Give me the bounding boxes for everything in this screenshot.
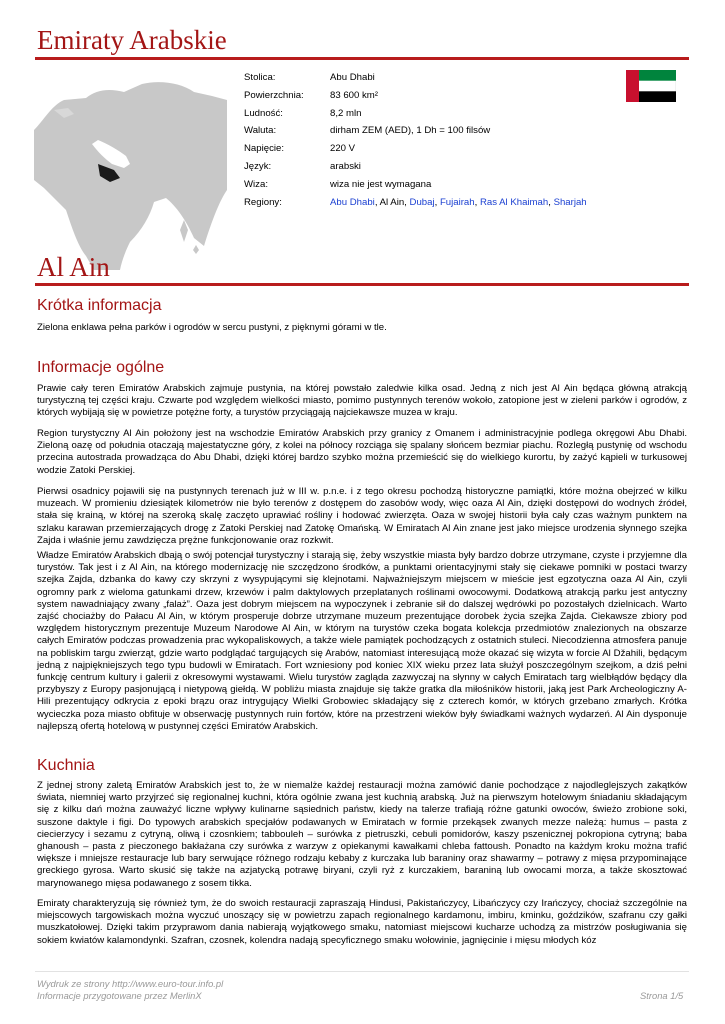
info-label: Wiza: — [244, 178, 268, 190]
region-map — [34, 70, 227, 270]
footer-page-number: Strona 1/5 — [640, 990, 684, 1001]
region-link-sharjah[interactable]: Sharjah — [553, 196, 587, 208]
general-info-heading: Informacje ogólne — [37, 359, 165, 376]
region-link-fujairah[interactable]: Fujairah — [439, 196, 475, 208]
uae-flag-icon — [626, 70, 676, 102]
general-paragraph: Pierwsi osadnicy pojawili się na pustynnych terenach już w III w. p.n.e. i z tego okresu pochodzą historyczne pamiątki, które można obejrzeć w kilku muzeach. W promieniu dziesiątek kilometrów nie było terenów z dostępem do zasobów wody, więc oaza Al Ain, dzięki dostępowi do wodnych źródeł, stała się krainą, w której na szeroką skalę zaczęto uprawiać rośliny i hodować zwierzęta. Oaza w swojej historii była cały czas ważnym punktem na szlaku karawan przemierzających drogę z Zatoki Perskiej nad Zatokę Omańską. W Emiratach Al Ain znane jest jako miejsce urodzenia słynnego szejka Zajda i właśnie jemu zawdzięcza prężne funkcjonowanie oraz rozkwit. — [37, 486, 687, 546]
info-value: 83 600 km² — [330, 89, 378, 101]
general-paragraph: Prawie cały teren Emiratów Arabskich zajmuje pustynia, na której powstało zaledwie kilka osad. Jedną z nich jest Al Ain będąca główną atrakcją turystyczną tej części kraju. Czwarte pod względem wielkości miasto, pomimo pustynnych terenów wokoło, zatopione jest w zieleni parków i ogrodów, z których wybijają się w powietrze potężne forty, a turystów przyciągają najciekawsze muzea w kraju. — [37, 383, 687, 419]
info-row — [244, 161, 587, 179]
general-paragraph: Władze Emiratów Arabskich dbają o swój potencjał turystyczny i starają się, żeby wszystkie miasta były bardzo dobrze utrzymane, czyste i przyjemne dla turystów. Tak jest i z Al Ain, na którego modernizację nie szczędzono środków, a punktami orientacyjnymi stały się ciekawe pomniki w postaci twarzy szejka Zajda, dzbanka do kawy czy skrzyni z wysypującymi się klejnotami. Najważniejszym miejscem w mieście jest egzotyczna oaza Al Ain, czyli ogromny park z wieloma gatunkami drzew, krzewów i palm daktylowych przeplatanych roślinami owocowymi. Dodatkową atrakcją parku jest antyczny system nawadniający zwany „falaż”. Oaza jest dobrym miejscem na wypoczynek i zebranie sił do dalszej wędrówki po pozostałych dzielnicach. Warto zajść chociażby do Pałacu Al Ain, w którym prosperuje dobrze utrzymane muzeum prezentujące dorobek życia szejka Zajda. Ciekawsze zbiory pod względem historycznym prezentuje Muzeum Narodowe Al Ain, w którym na turystów czeka bogata kolekcja przedmiotów znalezionych na obszarze całych Emiratów podczas prowadzenia prac wykopaliskowych, a także wiele pamiątek pochodzących z ostatnich stuleci. Niecodzienna atmosfera panuje na pobliskim targu zwierząt, gdzie warto podglądać targujących się Arabów, natomiast interesującą może okazać się wizyta w forcie Al Džahili, będącym jedną z najpiękniejszych tego typu budowli w Emiratach. Fort wzniesiony pod koniec XIX wieku przez lata służył poszczególnym szejkom, a dziś pełni funkcję centrum kultury i galerii z okresowymi wystawami. Wielu turystów zagląda zazwyczaj na słynny w całych Emiratach targ wielbłądów będący dla przybyszy z Europy pasjonującą i nietypową giełdą. W pobliżu miasta znajduje się także gratka dla miłośników historii, jaką jest Park Archeologiczny A-Hili prezentujący odkrycia z epoki brązu oraz intrygujący Wielki Grobowiec składający się z czterech komór, w których grzebano zmarłych. Krótka wycieczka poza miasto obfituje w obserwację pustynnych ruin fortów, które na przestrzeni wieków były świadkami ważnych wydarzeń. Al Ain dysponuje najlepszą ofertą hotelową w pustynnej części Emiratów Arabskich. — [37, 550, 687, 732]
city-title-rule — [35, 283, 689, 286]
region-name-al-ain: Al Ain — [379, 196, 405, 208]
footer-rule — [35, 971, 689, 972]
info-value: wiza nie jest wymagana — [330, 178, 432, 190]
info-value: 8,2 mln — [330, 107, 362, 119]
general-paragraph: Region turystyczny Al Ain położony jest na wschodzie Emiratów Arabskich przy granicy z Omanem i administracyjnie podlega okręgowi Abu Dhabi. Zieloną oazę od południa otaczają majestatyczne góry, z kolei na północy rozciąga się spalany słońcem bezmiar piachu. Rozległą pustynię od wschodu przecina autostrada prowadząca do Abu Dhabi, dzięki której bardzo szybko można przemieścić się do wielkiego kurortu, by zażyć kąpieli w turkusowej wodzie Zatoki Perskiej. — [37, 428, 687, 476]
info-row-regions — [244, 197, 587, 215]
short-info-heading: Krótka informacja — [37, 297, 162, 314]
short-info-text: Zielona enklawa pełna parków i ogrodów w sercu pustyni, z pięknymi górami w tle. — [37, 322, 387, 333]
info-row — [244, 143, 587, 161]
city-title: Al Ain — [37, 252, 110, 282]
info-value: arabski — [330, 160, 361, 172]
footer-credit: Informacje przygotowane przez MerlinX — [37, 990, 202, 1001]
footer-source: Wydruk ze strony http://www.euro-tour.info.pl — [37, 978, 224, 989]
info-row — [244, 179, 587, 197]
info-label: Język: — [244, 160, 272, 172]
info-row — [244, 125, 587, 143]
region-link-abu-dhabi[interactable]: Abu Dhabi — [330, 196, 375, 208]
info-value: dirham ZEM (AED), 1 Dh = 100 filsów — [330, 125, 491, 137]
cuisine-paragraph: Emiraty charakteryzują się również tym, że do swoich restauracji zapraszają Hindusi, Pakistańczycy, Libańczycy czy Irańczycy, chociaż szczególnie na miejscowych targowiskach można wyczuć unoszący się w powietrzu zapach regionalnego kardamonu, imbiru, kminku, goździków, szafranu czy gałki muszkatołowej. Dzięki takim przyprawom dania nabierają wyjątkowego smaku, natomiast miejscowi kucharze uchodzą za mistrzów posługiwania się sokiem kwiatów kalamondynki. Szafran, czosnek, kolendra nadają specyficznego smaku wołowinie, jagnięcinie i mięsu młodych kóz — [37, 898, 687, 946]
map-island-small — [193, 245, 199, 254]
info-table — [244, 72, 587, 214]
title-rule — [35, 57, 689, 60]
info-value: Abu Dhabi — [330, 72, 375, 83]
info-label: Stolica: — [244, 72, 276, 83]
info-row — [244, 108, 587, 126]
regions-list: Abu Dhabi, Al Ain, Dubaj, Fujairah, Ras Al Khaimah, Sharjah — [330, 196, 587, 208]
info-value: 220 V — [330, 143, 356, 155]
info-label: Ludność: — [244, 107, 283, 119]
info-label: Waluta: — [244, 125, 277, 137]
info-label: Regiony: — [244, 196, 282, 208]
info-label: Powierzchnia: — [244, 89, 304, 101]
country-title: Emiraty Arabskie — [37, 25, 227, 55]
cuisine-paragraph: Z jednej strony zaletą Emiratów Arabskich jest to, że w niemalże każdej restauracji można zamówić danie pochodzące z najodleglejszych zakątków świata, niemniej warto przyjrzeć się regionalnej kuchni, która ogólnie zwana jest kuchnią arabską. Już na pierwszym hotelowym śniadaniu składającym się z kilku dań można zauważyć liczne wpływy kulinarne sąsiednich państw, kiedy na talerze trafiają różne gatunki owoców, świeżo zrobione soki, suszone daktyle i figi. Do typowych arabskich specjałów podawanych w Emiratach w formie przekąsek zwanych mezze należą: humus – pasta z ciecierzycy i sezamu z cytryną, oliwą i czosnkiem; tabbouleh – surówka z pietruszki, cebuli pomidorów, kaszy pszenicznej pokropiona cytryną; baba ghanoush – pasta z pieczonego bakłażana czy surówka z warzyw z opiekanymi kawałkami chleba fattoush. Ponadto na każdym kroku można trafić większe i mniejsze restauracje lub bary serwujące różnego rodzaju kebaby z kurczaka lub baraniny oraz shawarmy – potrawy z mięsa przypominające greckiego gyrosa. Warto skusić się także na azjatycką potrawę biryani, czyli ryż z kurczakiem, baraniną lub owocami morza, a także skosztować marynowanego mięsa podawanego z sosem tikka. — [37, 780, 687, 889]
info-label: Napięcie: — [244, 143, 284, 155]
cuisine-heading: Kuchnia — [37, 757, 95, 774]
info-row — [244, 72, 587, 90]
info-row — [244, 90, 587, 108]
region-link-dubaj[interactable]: Dubaj — [409, 196, 435, 208]
region-link-ras-al-khaimah[interactable]: Ras Al Khaimah — [479, 196, 549, 208]
